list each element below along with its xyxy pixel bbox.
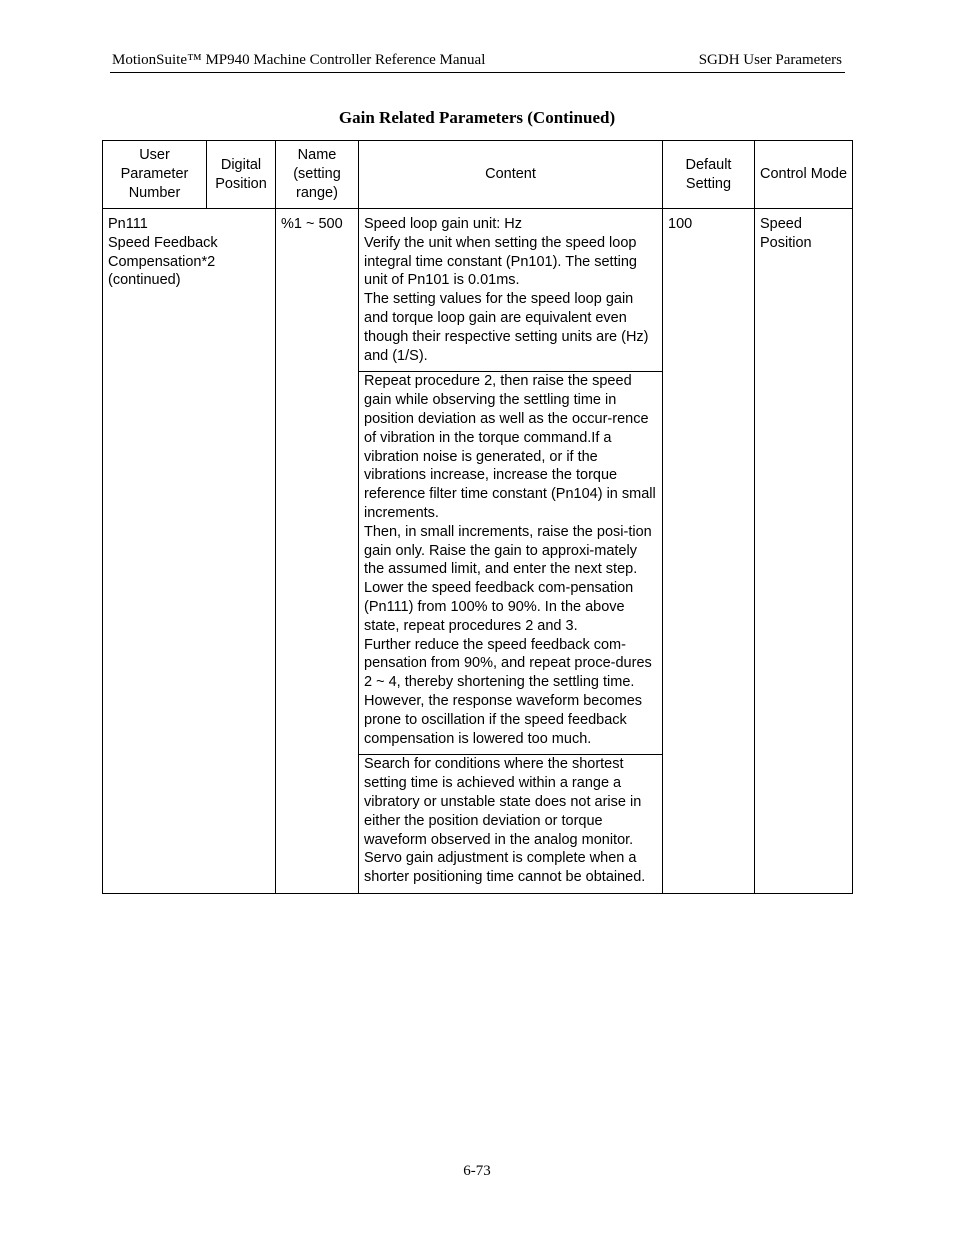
page-header (110, 50, 845, 73)
content-paragraph: Verify the unit when setting the speed loop integral time constant (Pn101). The setting unit of Pn101 is 0.01ms. (364, 234, 637, 289)
continued-note: (continued) (108, 272, 181, 289)
default-setting-cell: 100 (663, 209, 755, 894)
parameter-name: Speed Feedback Compensation*2 (108, 234, 218, 270)
header-control-mode: Control Mode (755, 141, 853, 209)
content-cell-3 (359, 755, 663, 894)
content-paragraph: Search for conditions where the shortest setting time is achieved within a range a vibratory or unstable state does not arise in either the position deviation or torque waveform observed in the analog monitor. Servo gain adjustment is complete when a shorter positioning time cannot be obtained. (364, 756, 646, 886)
control-mode-cell: Speed Position (755, 209, 853, 894)
header-user-parameter-number: User Parameter Number (103, 141, 207, 209)
setting-range-cell: %1 ~ 500 (276, 209, 359, 894)
table-row (103, 209, 853, 372)
table-header-row (103, 141, 853, 209)
content-cell-1 (359, 209, 663, 372)
parameter-number: Pn111 (108, 216, 148, 232)
gain-parameters-table (102, 140, 853, 894)
content-paragraph: Speed loop gain unit: Hz (364, 216, 522, 232)
section-title: SGDH User Parameters (698, 52, 842, 68)
content-paragraph: Further reduce the speed feedback com-pensation from 90%, and repeat proce-dures 2 ~ 4, thereby shortening the settling time. However, the response waveform becomes prone to oscillation if the speed feedback compensation is lowered too much. (364, 636, 652, 747)
page-number: 6-73 (463, 1163, 491, 1179)
manual-title: MotionSuite™ MP940 Machine Controller Reference Manual (112, 52, 486, 68)
header-name-setting-range: Name (setting range) (276, 141, 359, 209)
content-cell-2 (359, 372, 663, 755)
header-default-setting: Default Setting (663, 141, 755, 209)
content-paragraph: Repeat procedure 2, then raise the speed gain while observing the settling time in position deviation as well as the occur-rence of vibration in the torque command.If a vibration noise is generated, or if the vibrations increase, increase the torque reference filter time constant (Pn104) in small increments. (364, 373, 656, 521)
header-content: Content (359, 141, 663, 209)
content-paragraph: Then, in small increments, raise the posi-tion gain only. Raise the gain to approxi-mately the assumed limit, and enter the next step. Lower the speed feedback com-pensation (Pn111) from 100% to 90%. In the above state, repeat procedures 2 and 3. (364, 523, 652, 634)
header-digital-position: Digital Position (207, 141, 276, 209)
content-paragraph: The setting values for the speed loop gain and torque loop gain are equivalent even though their respective setting units are (Hz) and (1/S). (364, 291, 649, 364)
parameter-cell (103, 209, 276, 894)
table-title: Gain Related Parameters (Continued) (338, 108, 616, 127)
